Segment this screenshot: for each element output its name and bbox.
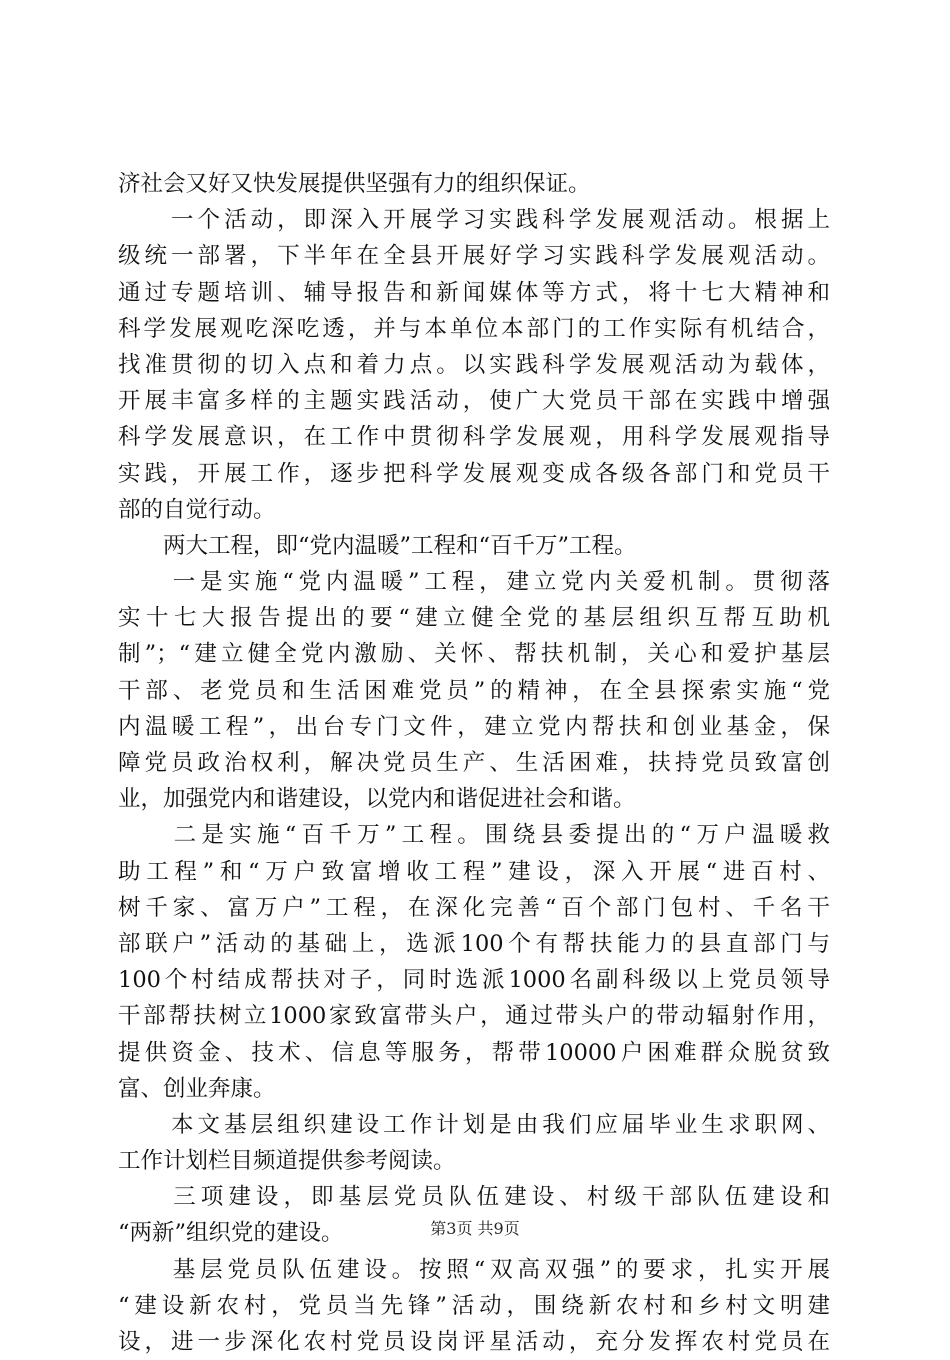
text-line: 部的自觉行动。 (118, 496, 276, 523)
text-line: 提供资金、技术、信息等服务，帮带10000户困难群众脱贫致 (118, 1039, 830, 1066)
text-line: 工作计划栏目频道提供参考阅读。 (118, 1148, 456, 1175)
text-line: 干部帮扶树立1000家致富带头户，通过带头户的带动辐射作用， (118, 1003, 830, 1030)
text-line: 100个村结成帮扶对子，同时选派1000名副科级以上党员领导 (118, 967, 830, 994)
text-line: 本文基层组织建设工作计划是由我们应届毕业生求职网、 (118, 1111, 830, 1138)
text-line: 济社会又好又快发展提供坚强有力的组织保证。 (118, 171, 591, 197)
text-line: 业，加强党内和谐建设，以党内和谐促进社会和谐。 (118, 786, 636, 813)
text-line: 科学发展观吃深吃透，并与本单位本部门的工作实际有机结合， (118, 315, 830, 342)
text-line: 二是实施“百千万”工程。围绕县委提出的“万户温暖救 (118, 822, 830, 849)
text-line: 两大工程，即“党内温暖”工程和“百千万”工程。 (118, 532, 637, 559)
text-line: 部联户”活动的基础上，选派100个有帮扶能力的县直部门与 (118, 930, 830, 957)
text-line: 一个活动，即深入开展学习实践科学发展观活动。根据上 (118, 207, 830, 234)
text-line: “建设新农村，党员当先锋”活动，围绕新农村和乡村文明建 (118, 1292, 830, 1319)
text-line: “两新”组织党的建设。 (118, 1220, 344, 1247)
text-line: 内温暖工程”，出台专门文件，建立党内帮扶和创业基金，保 (118, 713, 830, 740)
text-line: 找准贯彻的切入点和着力点。以实践科学发展观活动为载体， (118, 351, 830, 378)
text-line: 通过专题培训、辅导报告和新闻媒体等方式，将十七大精神和 (118, 279, 830, 306)
text-line: 级统一部署，下半年在全县开展好学习实践科学发展观活动。 (118, 243, 830, 270)
text-line: 助工程”和“万户致富增收工程”建设，深入开展“进百村、 (118, 858, 830, 885)
text-line: 实践，开展工作，逐步把科学发展观变成各级各部门和党员干 (118, 460, 830, 487)
document-body (118, 166, 830, 1360)
text-line: 设，进一步深化农村党员设岗评星活动，充分发挥农村党员在 (118, 1329, 830, 1355)
text-line: 制”；“建立健全党内激励、关怀、帮扶机制，关心和爱护基层 (118, 641, 830, 668)
text-line: 树千家、富万户”工程，在深化完善“百个部门包村、千名干 (118, 894, 830, 921)
text-line: 基层党员队伍建设。按照“双高双强”的要求，扎实开展 (118, 1256, 830, 1283)
text-line: 三项建设，即基层党员队伍建设、村级干部队伍建设和 (118, 1184, 830, 1211)
text-line: 开展丰富多样的主题实践活动，使广大党员干部在实践中增强 (118, 388, 830, 415)
text-line: 富、创业奔康。 (118, 1075, 276, 1102)
page-footer: 第3页 共9页 (430, 1219, 520, 1238)
text-line: 干部、老党员和生活困难党员”的精神，在全县探索实施“党 (118, 677, 830, 704)
text-line: 障党员政治权利，解决党员生产、生活困难，扶持党员致富创 (118, 750, 830, 776)
text-line: 一是实施“党内温暖”工程，建立党内关爱机制。贯彻落 (118, 569, 830, 596)
text-line: 科学发展意识，在工作中贯彻科学发展观，用科学发展观指导 (118, 424, 830, 451)
text-line: 实十七大报告提出的要“建立健全党的基层组织互帮互助机 (118, 605, 830, 632)
